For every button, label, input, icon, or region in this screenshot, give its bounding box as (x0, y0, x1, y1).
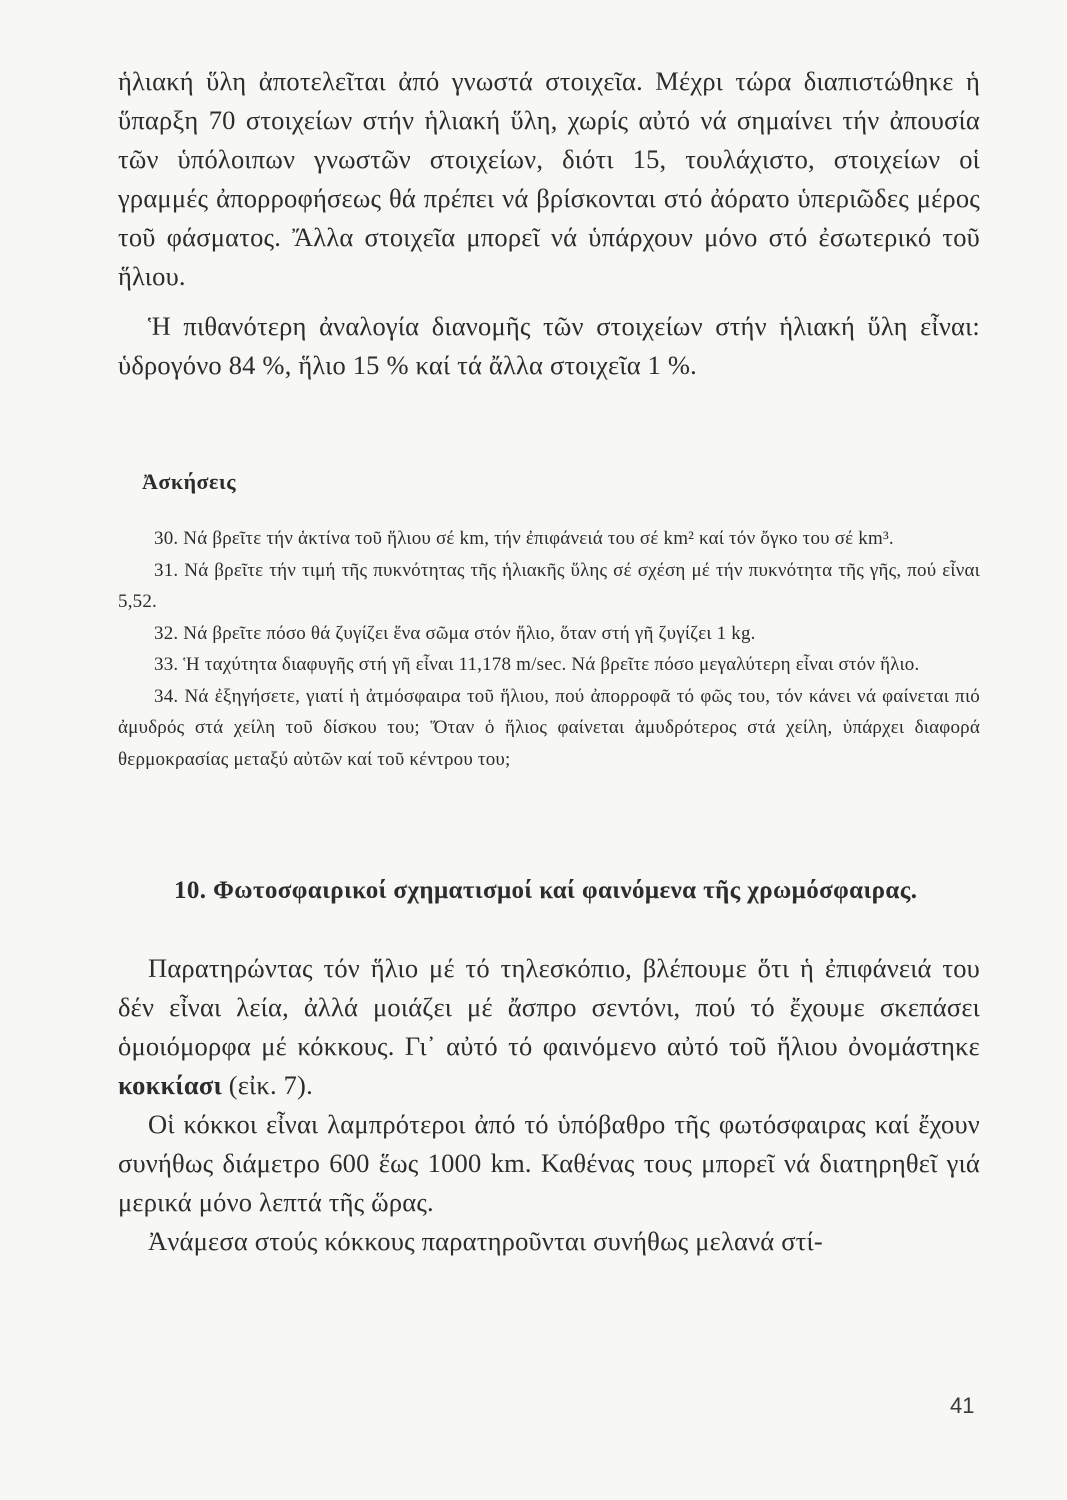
exercise-32: 32. Νά βρεῖτε πόσο θά ζυγίζει ἕνα σῶμα στόν ἥλιο, ὅταν στή γῆ ζυγίζει 1 kg. (154, 622, 756, 644)
intro-text (118, 62, 980, 385)
exercise-34: 34. Νά ἐξηγήσετε, γιατί ἡ ἀτμόσφαιρα τοῦ ἥλιου, πού ἀπορροφᾶ τό φῶς του, τόν κάνει νά φαίνεται πιό ἀμυδρός στά χείλη τοῦ δίσκου του; Ὅταν ὁ ἥλιος φαίνεται ἀμυδρότερος στά χείλη, ὑπάρχει διαφορά θερμοκρασίας μεταξύ αὐτῶν καί τοῦ κέντρου του; (118, 685, 980, 770)
granulation-term: κοκκίασι (118, 1070, 222, 1100)
section-paragraph-2: Οἱ κόκκοι εἶναι λαμπρότεροι ἀπό τό ὑπόβαθρο τῆς φωτόσφαιρας καί ἔχουν συνήθως διάμετρο 600 ἕως 1000 km. Καθένας τους μπορεῖ νά διατηρηθεῖ γιά μερικά μόνο λεπτά τῆς ὥρας. (118, 1109, 980, 1217)
section-paragraph-1-text: Παρατηρώντας τόν ἥλιο μέ τό τηλεσκόπιο, βλέπουμε ὅτι ἡ ἐπιφάνειά του δέν εἶναι λεία, ἀλλά μοιάζει μέ ἄσπρο σεντόνι, πού τό ἔχουμε σκεπάσει ὁμοιόμορφα μέ κόκκους. Γι᾽ αὐτό τό φαινόμενο αὐτό τοῦ ἥλιου ὀνομάστηκε (118, 953, 980, 1061)
section-text (118, 949, 980, 1261)
page-number: 41 (950, 1393, 975, 1418)
intro-paragraph-2: Ἡ πιθανότερη ἀναλογία διανομῆς τῶν στοιχείων στήν ἡλιακή ὕλη εἶναι: ὑδρογόνο 84 %, ἥλιο 15 % καί τά ἄλλα στοιχεῖα 1 %. (118, 311, 980, 380)
exercises-list (118, 523, 980, 775)
exercise-31: 31. Νά βρεῖτε τήν τιμή τῆς πυκνότητας τῆς ἡλιακῆς ὕλης σέ σχέση μέ τήν πυκνότητα τῆς γῆς, πού εἶναι 5,52. (118, 559, 980, 612)
section-title: 10. Φωτοσφαιρικοί σχηματισμοί καί φαινόμενα τῆς χρωμόσφαιρας. (174, 877, 918, 904)
exercises-heading: Ἀσκήσεις (142, 469, 237, 494)
figure-reference: (εἰκ. 7). (228, 1070, 313, 1100)
page-content (118, 62, 980, 1261)
section-paragraph-3: Ἀνάμεσα στούς κόκκους παρατηροῦνται συνήθως μελανά στί- (148, 1226, 823, 1256)
exercise-30: 30. Νά βρεῖτε τήν ἀκτίνα τοῦ ἥλιου σέ km, τήν ἐπιφάνειά του σέ km² καί τόν ὄγκο του σέ km³. (154, 528, 894, 549)
section-paragraph-1 (118, 949, 980, 1105)
exercise-33: 33. Ἡ ταχύτητα διαφυγῆς στή γῆ εἶναι 11,178 m/sec. Νά βρεῖτε πόσο μεγαλύτερη εἶναι στόν ἥλιο. (154, 654, 920, 675)
intro-paragraph-1: ἡλιακή ὕλη ἀποτελεῖται ἀπό γνωστά στοιχεῖα. Μέχρι τώρα διαπιστώθηκε ἡ ὕπαρξη 70 στοιχείων στήν ἡλιακή ὕλη, χωρίς αὐτό νά σημαίνει τήν ἀπουσία τῶν ὑπόλοιπων γνωστῶν στοιχείων, διότι 15, τουλάχιστο, στοιχείων οἱ γραμμές ἀπορροφήσεως θά πρέπει νά βρίσκονται στό ἀόρατο ὑπεριῶδες μέρος τοῦ φάσματος. Ἄλλα στοιχεῖα μπορεῖ νά ὑπάρχουν μόνο στό ἐσωτερικό τοῦ ἥλιου. (118, 66, 980, 291)
